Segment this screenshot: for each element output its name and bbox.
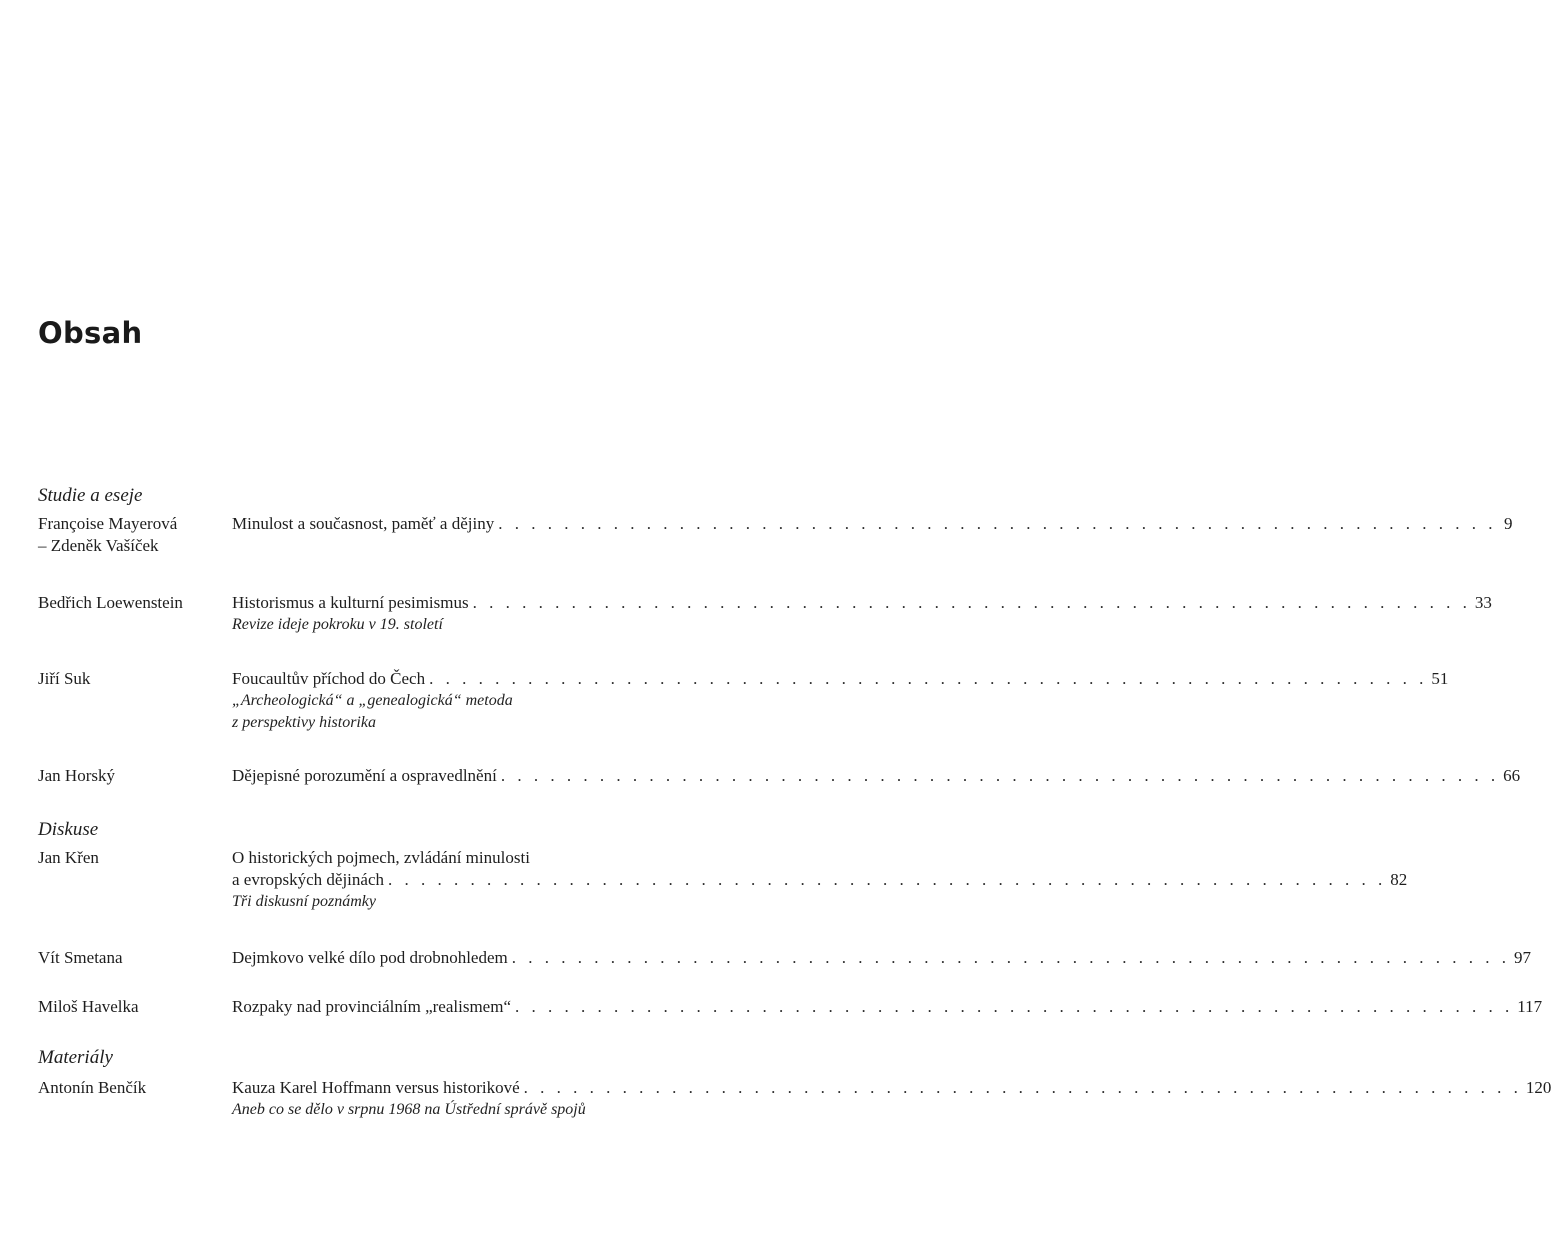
toc-entry[interactable] <box>232 996 1543 1018</box>
dot-leader: . . . . . . . . . . . . . . . . . . . . . . . . . . . . . . . . . . . . . . . . . . . . . . . . . . . . . . . . . . . . . <box>515 997 1514 1016</box>
entry-title-line <box>232 765 1521 787</box>
author-line: Bedřich Loewenstein <box>38 593 183 612</box>
toc-author <box>38 668 223 690</box>
entry-subtitle: z perspektivy historika <box>232 714 376 731</box>
toc-entry[interactable] <box>232 513 1513 535</box>
entry-subtitle: „Archeologická“ a „genealogická“ metoda <box>232 692 513 709</box>
entry-title: Kauza Karel Hoffmann versus historikové <box>232 1078 520 1097</box>
entry-title-line <box>232 869 1408 891</box>
dot-leader: . . . . . . . . . . . . . . . . . . . . . . . . . . . . . . . . . . . . . . . . . . . . . . . . . . . . . . . . . . . . . <box>498 514 1497 533</box>
author-line: Vít Smetana <box>38 948 123 967</box>
author-line: Antonín Benčík <box>38 1078 147 1097</box>
section-heading-studie: Studie a eseje <box>38 485 143 506</box>
page-number: 66 <box>1503 766 1521 785</box>
toc-entry[interactable] <box>232 947 1531 969</box>
toc-author <box>38 765 223 787</box>
page-number: 117 <box>1517 997 1543 1016</box>
author-line: Françoise Mayerová <box>38 514 178 533</box>
page-number: 120 <box>1525 1078 1551 1097</box>
toc-entry[interactable] <box>232 592 1492 636</box>
author-line: Jiří Suk <box>38 669 91 688</box>
entry-title-line <box>232 592 1492 614</box>
toc-entry[interactable] <box>232 765 1521 787</box>
author-line: Miloš Havelka <box>38 997 139 1016</box>
entry-title: Dějepisné porozumění a ospravedlnění <box>232 766 497 785</box>
section-heading-materialy: Materiály <box>38 1047 113 1068</box>
entry-title: Historismus a kulturní pesimismus <box>232 593 469 612</box>
author-line: – Zdeněk Vašíček <box>38 536 159 555</box>
entry-title: Minulost a současnost, paměť a dějiny <box>232 514 495 533</box>
toc-author <box>38 513 223 557</box>
section-heading-diskuse: Diskuse <box>38 819 99 840</box>
toc-author <box>38 947 223 969</box>
entry-subtitle: Aneb co se dělo v srpnu 1968 na Ústřední správě spojů <box>232 1101 586 1118</box>
toc-author <box>38 1077 223 1099</box>
toc-entry[interactable] <box>232 1077 1551 1121</box>
page-number: 33 <box>1474 593 1492 612</box>
page-number: 97 <box>1513 948 1531 967</box>
entry-title: a evropských dějinách <box>232 870 384 889</box>
dot-leader: . . . . . . . . . . . . . . . . . . . . . . . . . . . . . . . . . . . . . . . . . . . . . . . . . . . . . . . . . . . . . <box>500 766 1500 785</box>
dot-leader: . . . . . . . . . . . . . . . . . . . . . . . . . . . . . . . . . . . . . . . . . . . . . . . . . . . . . . . . . . . . . <box>388 870 1387 889</box>
toc-author <box>38 996 223 1018</box>
dot-leader: . . . . . . . . . . . . . . . . . . . . . . . . . . . . . . . . . . . . . . . . . . . . . . . . . . . . . . . . . . . . . <box>472 593 1471 612</box>
toc-entry[interactable] <box>232 847 1408 913</box>
dot-leader: . . . . . . . . . . . . . . . . . . . . . . . . . . . . . . . . . . . . . . . . . . . . . . . . . . . . . . . . . . . . . <box>429 669 1428 688</box>
toc-entry[interactable] <box>232 668 1449 734</box>
entry-title-line <box>232 996 1543 1018</box>
page-number: 9 <box>1503 514 1513 533</box>
entry-title: Rozpaky nad provinciálním „realismem“ <box>232 997 511 1016</box>
entry-subtitle: Revize ideje pokroku v 19. století <box>232 616 443 633</box>
dot-leader: . . . . . . . . . . . . . . . . . . . . . . . . . . . . . . . . . . . . . . . . . . . . . . . . . . . . . . . . . . . . . <box>523 1078 1522 1097</box>
entry-title-line <box>232 668 1449 690</box>
author-line: Jan Horský <box>38 766 115 785</box>
page-number: 51 <box>1431 669 1449 688</box>
author-line: Jan Křen <box>38 848 99 867</box>
toc-author <box>38 847 223 869</box>
entry-title: O historických pojmech, zvládání minulosti <box>232 848 530 867</box>
entry-title-line <box>232 1077 1551 1099</box>
entry-title-line <box>232 947 1531 969</box>
entry-title: Dejmkovo velké dílo pod drobnohledem <box>232 948 508 967</box>
page-title: Obsah <box>38 316 143 350</box>
page-number: 82 <box>1390 870 1408 889</box>
entry-title: Foucaultův příchod do Čech <box>232 669 426 688</box>
dot-leader: . . . . . . . . . . . . . . . . . . . . . . . . . . . . . . . . . . . . . . . . . . . . . . . . . . . . . . . . . . . . . <box>511 948 1510 967</box>
entry-title-line <box>232 513 1513 535</box>
toc-author <box>38 592 223 614</box>
entry-subtitle: Tři diskusní poznámky <box>232 893 376 910</box>
entry-title-line <box>232 847 740 869</box>
